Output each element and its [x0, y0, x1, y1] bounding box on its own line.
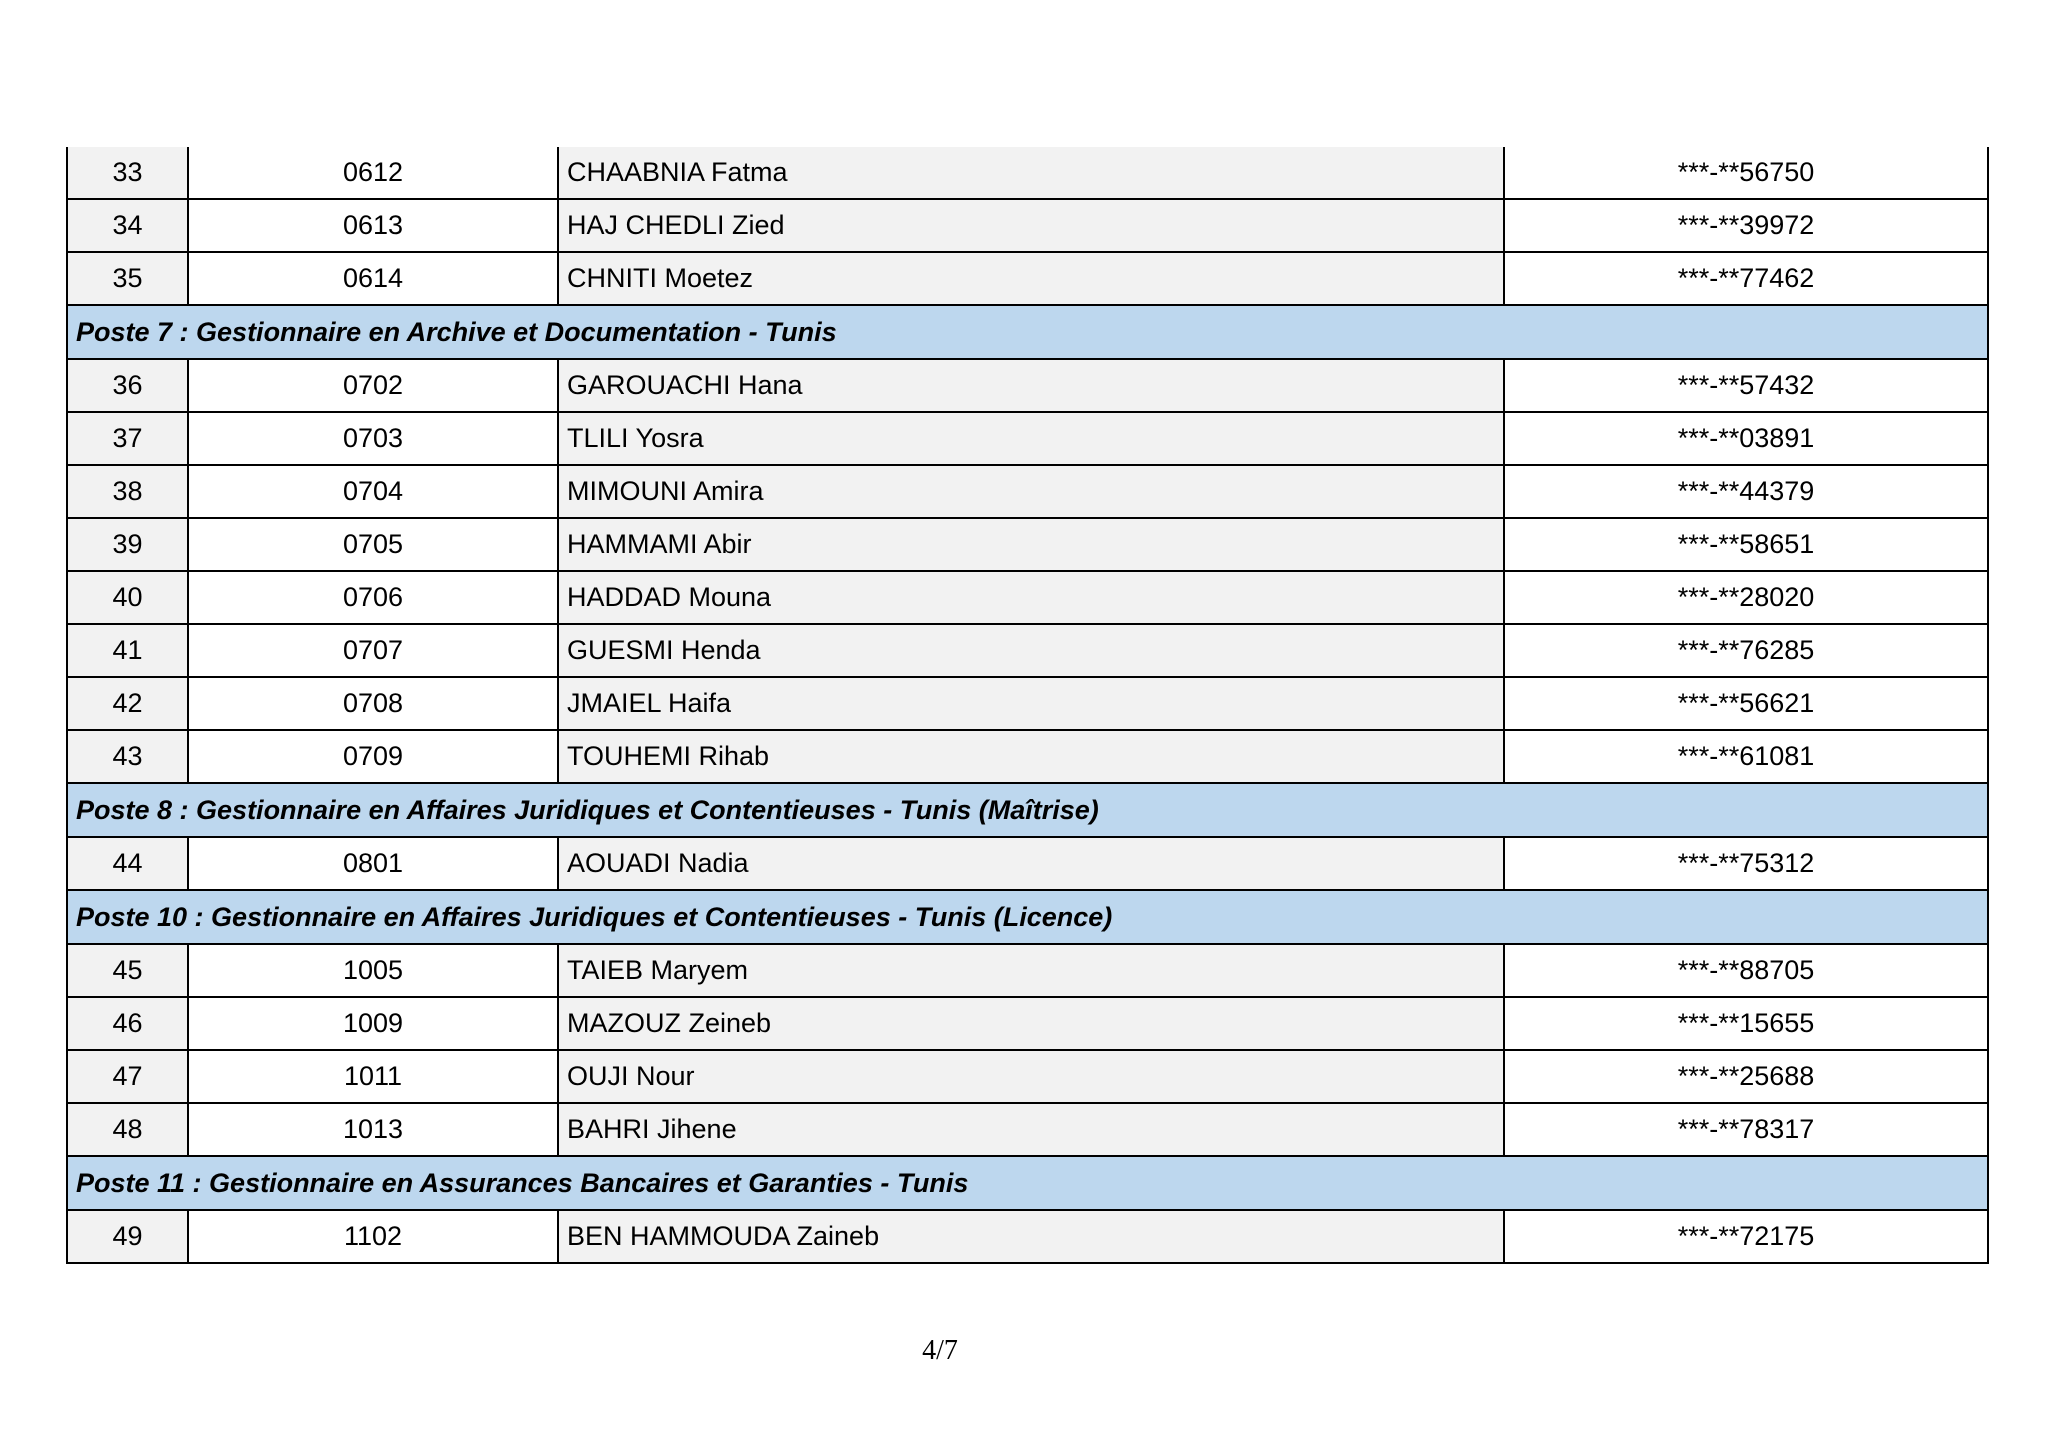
table-row — [67, 1103, 1988, 1156]
code-cell: 1011 — [188, 1050, 558, 1103]
table-row — [67, 147, 1988, 199]
code-cell: 0706 — [188, 571, 558, 624]
code-cell: 1102 — [188, 1210, 558, 1263]
table-row — [67, 944, 1988, 997]
section-header-row — [67, 783, 1988, 837]
rank-cell: 38 — [67, 465, 188, 518]
name-cell: TLILI Yosra — [558, 412, 1504, 465]
section-header-row — [67, 305, 1988, 359]
rank-cell: 42 — [67, 677, 188, 730]
table-row — [67, 412, 1988, 465]
id-cell: ***-**56750 — [1504, 147, 1988, 199]
section-title: Poste 11 : Gestionnaire en Assurances Bancaires et Garanties - Tunis — [67, 1156, 1988, 1210]
table-row — [67, 1210, 1988, 1263]
rank-cell: 40 — [67, 571, 188, 624]
table-row — [67, 997, 1988, 1050]
name-cell: TAIEB Maryem — [558, 944, 1504, 997]
code-cell: 0707 — [188, 624, 558, 677]
id-cell: ***-**78317 — [1504, 1103, 1988, 1156]
code-cell: 0614 — [188, 252, 558, 305]
rank-cell: 33 — [67, 147, 188, 199]
code-cell: 0612 — [188, 147, 558, 199]
name-cell: MIMOUNI Amira — [558, 465, 1504, 518]
rank-cell: 36 — [67, 359, 188, 412]
name-cell: GAROUACHI Hana — [558, 359, 1504, 412]
id-cell: ***-**58651 — [1504, 518, 1988, 571]
code-cell: 1005 — [188, 944, 558, 997]
table-row — [67, 837, 1988, 890]
code-cell: 0705 — [188, 518, 558, 571]
rank-cell: 48 — [67, 1103, 188, 1156]
code-cell: 0709 — [188, 730, 558, 783]
rank-cell: 45 — [67, 944, 188, 997]
code-cell: 0708 — [188, 677, 558, 730]
name-cell: GUESMI Henda — [558, 624, 1504, 677]
id-cell: ***-**75312 — [1504, 837, 1988, 890]
rank-cell: 43 — [67, 730, 188, 783]
table-row — [67, 199, 1988, 252]
results-table-body — [67, 147, 1988, 1263]
id-cell: ***-**03891 — [1504, 412, 1988, 465]
rank-cell: 41 — [67, 624, 188, 677]
code-cell: 0704 — [188, 465, 558, 518]
page-number: 4/7 — [922, 1335, 958, 1366]
section-header-row — [67, 890, 1988, 944]
id-cell: ***-**44379 — [1504, 465, 1988, 518]
code-cell: 0702 — [188, 359, 558, 412]
name-cell: BEN HAMMOUDA Zaineb — [558, 1210, 1504, 1263]
id-cell: ***-**88705 — [1504, 944, 1988, 997]
table-row — [67, 677, 1988, 730]
section-header-row — [67, 1156, 1988, 1210]
rank-cell: 35 — [67, 252, 188, 305]
id-cell: ***-**57432 — [1504, 359, 1988, 412]
name-cell: MAZOUZ Zeineb — [558, 997, 1504, 1050]
id-cell: ***-**61081 — [1504, 730, 1988, 783]
code-cell: 0613 — [188, 199, 558, 252]
code-cell: 1009 — [188, 997, 558, 1050]
name-cell: HAJ CHEDLI Zied — [558, 199, 1504, 252]
table-row — [67, 571, 1988, 624]
section-title: Poste 8 : Gestionnaire en Affaires Juridiques et Contentieuses - Tunis (Maîtrise) — [67, 783, 1988, 837]
name-cell: AOUADI Nadia — [558, 837, 1504, 890]
table-row — [67, 1050, 1988, 1103]
name-cell: HAMMAMI Abir — [558, 518, 1504, 571]
id-cell: ***-**72175 — [1504, 1210, 1988, 1263]
id-cell: ***-**77462 — [1504, 252, 1988, 305]
table-row — [67, 730, 1988, 783]
rank-cell: 44 — [67, 837, 188, 890]
section-title: Poste 7 : Gestionnaire en Archive et Documentation - Tunis — [67, 305, 1988, 359]
id-cell: ***-**28020 — [1504, 571, 1988, 624]
code-cell: 0801 — [188, 837, 558, 890]
table-row — [67, 252, 1988, 305]
table-row — [67, 359, 1988, 412]
table-row — [67, 465, 1988, 518]
rank-cell: 49 — [67, 1210, 188, 1263]
name-cell: OUJI Nour — [558, 1050, 1504, 1103]
rank-cell: 47 — [67, 1050, 188, 1103]
rank-cell: 37 — [67, 412, 188, 465]
rank-cell: 39 — [67, 518, 188, 571]
results-table — [66, 147, 1989, 1264]
id-cell: ***-**25688 — [1504, 1050, 1988, 1103]
rank-cell: 34 — [67, 199, 188, 252]
name-cell: TOUHEMI Rihab — [558, 730, 1504, 783]
code-cell: 1013 — [188, 1103, 558, 1156]
table-row — [67, 624, 1988, 677]
name-cell: BAHRI Jihene — [558, 1103, 1504, 1156]
id-cell: ***-**56621 — [1504, 677, 1988, 730]
name-cell: JMAIEL Haifa — [558, 677, 1504, 730]
id-cell: ***-**39972 — [1504, 199, 1988, 252]
name-cell: CHNITI Moetez — [558, 252, 1504, 305]
id-cell: ***-**15655 — [1504, 997, 1988, 1050]
rank-cell: 46 — [67, 997, 188, 1050]
section-title: Poste 10 : Gestionnaire en Affaires Juridiques et Contentieuses - Tunis (Licence) — [67, 890, 1988, 944]
id-cell: ***-**76285 — [1504, 624, 1988, 677]
table-row — [67, 518, 1988, 571]
name-cell: CHAABNIA Fatma — [558, 147, 1504, 199]
name-cell: HADDAD Mouna — [558, 571, 1504, 624]
code-cell: 0703 — [188, 412, 558, 465]
